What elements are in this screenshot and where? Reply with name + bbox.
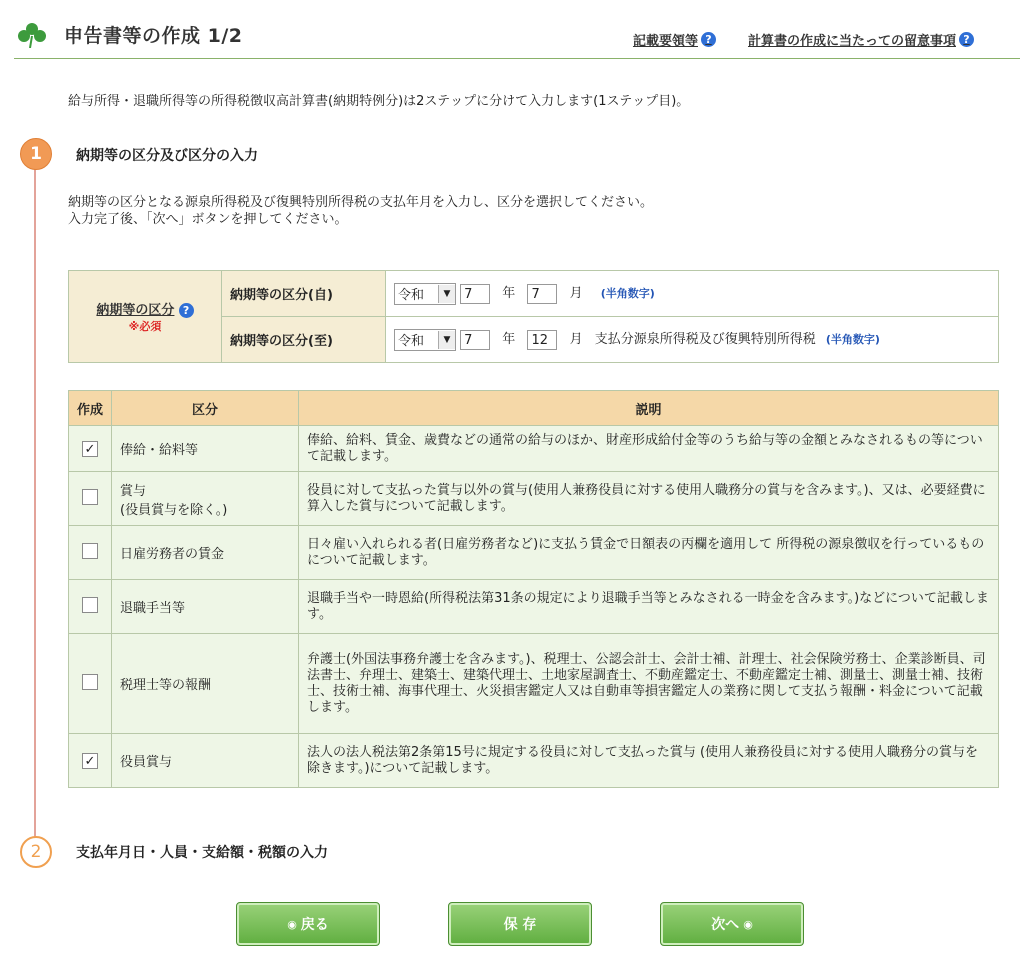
help-icon[interactable]: ? bbox=[959, 32, 974, 47]
guidelines-link-label: 記載要領等 bbox=[632, 34, 698, 49]
row-checkbox-cell bbox=[69, 526, 112, 580]
year-to-input[interactable]: 7 bbox=[460, 330, 490, 350]
col-category: 区分 bbox=[112, 391, 299, 426]
period-from-inputs bbox=[386, 271, 999, 317]
table-row bbox=[69, 734, 999, 788]
period-to-label: 納期等の区分(至) bbox=[222, 317, 386, 363]
create-checkbox[interactable] bbox=[82, 543, 98, 559]
period-table bbox=[68, 270, 999, 363]
row-checkbox-cell bbox=[69, 580, 112, 634]
month-from-input[interactable]: 7 bbox=[527, 284, 557, 304]
period-from-label: 納期等の区分(自) bbox=[222, 271, 386, 317]
step-1-title: 納期等の区分及び区分の入力 bbox=[76, 148, 258, 164]
guidelines-link[interactable] bbox=[633, 30, 716, 49]
required-mark: ※必須 bbox=[128, 320, 162, 333]
category-description: 弁護士(外国法事務弁護士を含みます。)、税理士、公認会計士、会計士補、計理士、社会保険労務士、企業診断員、司法書士、弁理士、建築士、建築代理士、土地家屋調査士、不動産鑑定士、不動産鑑定士補、測量士、測量士補、技術士、技術士補、海事代理士、火災損害鑑定人又は自動車等損害鑑定人の業務に関して支払う報酬・料金について記載します。 bbox=[299, 634, 999, 734]
col-description: 説明 bbox=[299, 391, 999, 426]
create-checkbox[interactable] bbox=[82, 674, 98, 690]
category-description: 役員に対して支払った賞与以外の賞与(使用人兼務役員に対する使用人職務分の賞与を含みます。)、又は、必要経費に算入した賞与について記載します。 bbox=[299, 472, 999, 526]
header-divider bbox=[14, 58, 1020, 59]
col-create: 作成 bbox=[69, 391, 112, 426]
category-name bbox=[112, 580, 299, 634]
create-checkbox[interactable] bbox=[82, 489, 98, 505]
header-links bbox=[633, 30, 974, 49]
action-buttons bbox=[236, 902, 804, 946]
step-1-badge: 1 bbox=[20, 138, 52, 170]
category-description: 退職手当や一時恩給(所得税法第31条の規定により退職手当等とみなされる一時金を含みます。)などについて記載します。 bbox=[299, 580, 999, 634]
category-label: 税理士等の報酬 bbox=[120, 678, 212, 693]
page-title: 申告書等の作成 1/2 bbox=[64, 25, 243, 47]
step-2-badge: 2 bbox=[20, 836, 52, 868]
category-sublabel: (役員賞与を除く。) bbox=[120, 502, 228, 518]
halfwidth-hint: (半角数字) bbox=[600, 287, 655, 301]
help-icon[interactable]: ? bbox=[179, 303, 194, 318]
category-name bbox=[112, 734, 299, 788]
row-checkbox-cell bbox=[69, 634, 112, 734]
back-button[interactable] bbox=[236, 902, 380, 946]
notes-link[interactable] bbox=[748, 30, 974, 49]
era-from-value: 令和 bbox=[398, 288, 425, 304]
category-name bbox=[112, 426, 299, 472]
table-row bbox=[69, 472, 999, 526]
table-row bbox=[69, 634, 999, 734]
table-row bbox=[69, 580, 999, 634]
period-label-link[interactable]: 納期等の区分 bbox=[96, 303, 175, 318]
create-checkbox[interactable]: ✓ bbox=[82, 441, 98, 457]
next-button[interactable] bbox=[660, 902, 804, 946]
category-description: 法人の法人税法第2条第15号に規定する役員に対して支払った賞与 (使用人兼務役員に対する使用人職務分の賞与を除きます。)について記載します。 bbox=[299, 734, 999, 788]
category-table-header bbox=[69, 391, 999, 426]
save-button[interactable] bbox=[448, 902, 592, 946]
category-name bbox=[112, 634, 299, 734]
dropdown-arrow-icon: ▼ bbox=[438, 331, 455, 349]
category-description: 日々雇い入れられる者(日雇労務者など)に支払う賃金で日額表の丙欄を適用して 所得税の源泉徴収を行っているものについて記載します。 bbox=[299, 526, 999, 580]
category-label: 日雇労務者の賃金 bbox=[120, 547, 225, 562]
dropdown-arrow-icon: ▼ bbox=[438, 285, 455, 303]
back-button-label: 戻る bbox=[300, 917, 329, 933]
step-description bbox=[68, 194, 653, 228]
category-name bbox=[112, 472, 299, 526]
period-to-inputs bbox=[386, 317, 999, 363]
category-label: 賞与 bbox=[120, 483, 147, 499]
step-2-title: 支払年月日・人員・支給額・税額の入力 bbox=[76, 845, 328, 861]
help-icon[interactable]: ? bbox=[701, 32, 716, 47]
category-name bbox=[112, 526, 299, 580]
period-label-cell bbox=[69, 271, 222, 363]
save-button-label: 保 存 bbox=[503, 917, 537, 933]
back-arrow-icon: ◉ bbox=[287, 917, 297, 931]
description-line: 入力完了後、「次へ」ボタンを押してください。 bbox=[68, 212, 348, 227]
era-from-select[interactable] bbox=[394, 283, 456, 305]
year-unit: 年 bbox=[502, 332, 516, 348]
row-checkbox-cell bbox=[69, 734, 112, 788]
category-table bbox=[68, 390, 999, 788]
period-to-suffix: 支払分源泉所得税及び復興特別所得税 bbox=[594, 332, 816, 348]
step-timeline bbox=[34, 155, 36, 845]
year-unit: 年 bbox=[502, 286, 516, 302]
halfwidth-hint: (半角数字) bbox=[825, 333, 880, 347]
table-row bbox=[69, 426, 999, 472]
category-label: 退職手当等 bbox=[120, 601, 186, 616]
month-unit: 月 bbox=[569, 332, 583, 348]
era-to-select[interactable] bbox=[394, 329, 456, 351]
category-label: 俸給・給料等 bbox=[120, 443, 199, 458]
month-unit: 月 bbox=[569, 286, 583, 302]
year-from-input[interactable]: 7 bbox=[460, 284, 490, 304]
category-description: 俸給、給料、賃金、歳費などの通常の給与のほか、財産形成給付金等のうち給与等の金額とみなされるもの等について記載します。 bbox=[299, 426, 999, 472]
row-checkbox-cell bbox=[69, 426, 112, 472]
category-label: 役員賞与 bbox=[120, 755, 173, 770]
intro-text: 給与所得・退職所得等の所得税徴収高計算書(納期特例分)は2ステップに分けて入力します(1ステップ目)。 bbox=[68, 94, 690, 109]
era-to-value: 令和 bbox=[398, 334, 425, 350]
clover-logo-icon bbox=[17, 22, 47, 48]
create-checkbox[interactable] bbox=[82, 597, 98, 613]
create-checkbox[interactable]: ✓ bbox=[82, 753, 98, 769]
page-header bbox=[0, 0, 1024, 60]
table-row bbox=[69, 526, 999, 580]
notes-link-label: 計算書の作成に当たっての留意事項 bbox=[747, 34, 956, 49]
next-arrow-icon: ◉ bbox=[743, 917, 753, 931]
month-to-input[interactable]: 12 bbox=[527, 330, 557, 350]
next-button-label: 次へ bbox=[711, 917, 740, 933]
row-checkbox-cell bbox=[69, 472, 112, 526]
description-line: 納期等の区分となる源泉所得税及び復興特別所得税の支払年月を入力し、区分を選択してください。 bbox=[68, 195, 654, 210]
